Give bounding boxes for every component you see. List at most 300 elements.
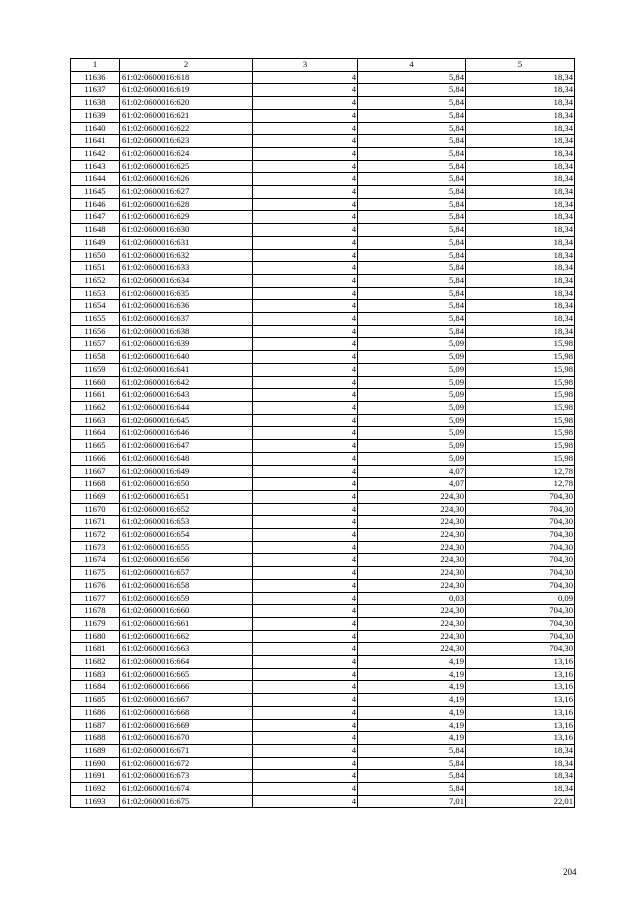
table-cell: 4 xyxy=(253,173,358,186)
table-row xyxy=(71,643,575,656)
table-cell: 15,98 xyxy=(466,452,575,465)
table-cell: 5,84 xyxy=(358,186,466,199)
table-cell: 18,34 xyxy=(466,300,575,313)
table-cell: 15,98 xyxy=(466,389,575,402)
table-row xyxy=(71,706,575,719)
table-cell: 11692 xyxy=(71,783,120,796)
table-cell: 4 xyxy=(253,274,358,287)
table-cell: 5,84 xyxy=(358,770,466,783)
table-cell: 15,98 xyxy=(466,427,575,440)
table-cell: 61:02:0600016:667 xyxy=(120,694,253,707)
table-cell: 61:02:0600016:656 xyxy=(120,554,253,567)
table-cell: 4 xyxy=(253,656,358,669)
table-cell: 4 xyxy=(253,744,358,757)
table-cell: 61:02:0600016:654 xyxy=(120,529,253,542)
table-cell: 4 xyxy=(253,783,358,796)
table-cell: 4 xyxy=(253,617,358,630)
table-cell: 4 xyxy=(253,592,358,605)
table-row xyxy=(71,249,575,262)
table-cell: 224,30 xyxy=(358,554,466,567)
table-row xyxy=(71,694,575,707)
table-cell: 61:02:0600016:633 xyxy=(120,262,253,275)
table-cell: 5,09 xyxy=(358,414,466,427)
table-row xyxy=(71,109,575,122)
table-cell: 224,30 xyxy=(358,503,466,516)
table-cell: 5,84 xyxy=(358,249,466,262)
table-cell: 61:02:0600016:653 xyxy=(120,516,253,529)
table-cell: 4 xyxy=(253,440,358,453)
table-cell: 11683 xyxy=(71,668,120,681)
table-cell: 18,34 xyxy=(466,274,575,287)
table-cell: 61:02:0600016:623 xyxy=(120,135,253,148)
column-header: 1 xyxy=(71,59,120,72)
table-cell: 15,98 xyxy=(466,363,575,376)
table-cell: 18,34 xyxy=(466,757,575,770)
table-cell: 5,84 xyxy=(358,84,466,97)
table-cell: 11636 xyxy=(71,71,120,84)
table-row xyxy=(71,274,575,287)
table-cell: 11642 xyxy=(71,147,120,160)
table-cell: 11688 xyxy=(71,732,120,745)
table-cell: 704,30 xyxy=(466,490,575,503)
table-cell: 224,30 xyxy=(358,541,466,554)
table-cell: 11655 xyxy=(71,313,120,326)
table-cell: 11667 xyxy=(71,465,120,478)
table-cell: 11658 xyxy=(71,351,120,364)
table-cell: 11662 xyxy=(71,401,120,414)
table-cell: 11640 xyxy=(71,122,120,135)
table-cell: 4 xyxy=(253,478,358,491)
table-cell: 11672 xyxy=(71,529,120,542)
table-row xyxy=(71,592,575,605)
header-row xyxy=(71,59,575,72)
table-cell: 4 xyxy=(253,351,358,364)
table-cell: 4 xyxy=(253,541,358,554)
table-row xyxy=(71,376,575,389)
table-cell: 18,34 xyxy=(466,325,575,338)
table-cell: 11653 xyxy=(71,287,120,300)
table-cell: 11666 xyxy=(71,452,120,465)
table-cell: 704,30 xyxy=(466,605,575,618)
table-cell: 704,30 xyxy=(466,554,575,567)
table-row xyxy=(71,579,575,592)
table-cell: 5,84 xyxy=(358,274,466,287)
table-cell: 4 xyxy=(253,211,358,224)
table-cell: 15,98 xyxy=(466,351,575,364)
table-cell: 4 xyxy=(253,427,358,440)
table-cell: 4 xyxy=(253,681,358,694)
table-cell: 704,30 xyxy=(466,567,575,580)
table-cell: 11675 xyxy=(71,567,120,580)
table-cell: 61:02:0600016:651 xyxy=(120,490,253,503)
table-cell: 13,16 xyxy=(466,732,575,745)
table-cell: 11679 xyxy=(71,617,120,630)
table-cell: 11638 xyxy=(71,97,120,110)
page-number: 204 xyxy=(563,867,577,877)
column-header: 3 xyxy=(253,59,358,72)
table-cell: 5,84 xyxy=(358,160,466,173)
table-cell: 4,07 xyxy=(358,478,466,491)
table-cell: 704,30 xyxy=(466,529,575,542)
table-row xyxy=(71,656,575,669)
table-row xyxy=(71,681,575,694)
table-cell: 5,84 xyxy=(358,211,466,224)
table-cell: 11647 xyxy=(71,211,120,224)
table-cell: 18,34 xyxy=(466,236,575,249)
table-cell: 4,19 xyxy=(358,732,466,745)
table-cell: 22,01 xyxy=(466,795,575,808)
table-cell: 4 xyxy=(253,325,358,338)
table-cell: 5,84 xyxy=(358,224,466,237)
table-cell: 11685 xyxy=(71,694,120,707)
table-cell: 11661 xyxy=(71,389,120,402)
table-cell: 18,34 xyxy=(466,147,575,160)
data-table xyxy=(70,58,575,808)
table-cell: 61:02:0600016:652 xyxy=(120,503,253,516)
table-cell: 5,84 xyxy=(358,97,466,110)
table-cell: 15,98 xyxy=(466,338,575,351)
table-cell: 13,16 xyxy=(466,694,575,707)
table-cell: 12,78 xyxy=(466,478,575,491)
table-cell: 61:02:0600016:621 xyxy=(120,109,253,122)
table-row xyxy=(71,224,575,237)
table-cell: 11652 xyxy=(71,274,120,287)
table-cell: 61:02:0600016:655 xyxy=(120,541,253,554)
table-cell: 224,30 xyxy=(358,630,466,643)
table-cell: 224,30 xyxy=(358,617,466,630)
table-cell: 4 xyxy=(253,160,358,173)
table-row xyxy=(71,567,575,580)
table-cell: 11687 xyxy=(71,719,120,732)
table-cell: 5,84 xyxy=(358,109,466,122)
table-cell: 4,19 xyxy=(358,681,466,694)
table-cell: 18,34 xyxy=(466,71,575,84)
table-cell: 61:02:0600016:643 xyxy=(120,389,253,402)
table-cell: 4 xyxy=(253,757,358,770)
table-cell: 11671 xyxy=(71,516,120,529)
table-cell: 224,30 xyxy=(358,567,466,580)
table-cell: 4 xyxy=(253,84,358,97)
table-cell: 18,34 xyxy=(466,249,575,262)
table-row xyxy=(71,401,575,414)
table-cell: 11680 xyxy=(71,630,120,643)
table-cell: 11644 xyxy=(71,173,120,186)
table-cell: 61:02:0600016:626 xyxy=(120,173,253,186)
table-cell: 11657 xyxy=(71,338,120,351)
table-cell: 224,30 xyxy=(358,490,466,503)
table-cell: 4 xyxy=(253,706,358,719)
table-row xyxy=(71,363,575,376)
table-cell: 61:02:0600016:650 xyxy=(120,478,253,491)
table-cell: 4 xyxy=(253,198,358,211)
table-cell: 4 xyxy=(253,668,358,681)
table-cell: 5,84 xyxy=(358,262,466,275)
table-cell: 4 xyxy=(253,122,358,135)
table-cell: 11674 xyxy=(71,554,120,567)
table-cell: 11684 xyxy=(71,681,120,694)
table-cell: 704,30 xyxy=(466,617,575,630)
table-row xyxy=(71,71,575,84)
table-row xyxy=(71,351,575,364)
table-row xyxy=(71,744,575,757)
table-cell: 61:02:0600016:636 xyxy=(120,300,253,313)
table-cell: 61:02:0600016:628 xyxy=(120,198,253,211)
column-header: 5 xyxy=(466,59,575,72)
table-cell: 61:02:0600016:658 xyxy=(120,579,253,592)
table-cell: 5,84 xyxy=(358,783,466,796)
table-cell: 11678 xyxy=(71,605,120,618)
table-cell: 18,34 xyxy=(466,173,575,186)
table-cell: 5,09 xyxy=(358,452,466,465)
table-cell: 61:02:0600016:641 xyxy=(120,363,253,376)
table-cell: 18,34 xyxy=(466,109,575,122)
table-row xyxy=(71,414,575,427)
table-cell: 5,84 xyxy=(358,325,466,338)
table-cell: 61:02:0600016:630 xyxy=(120,224,253,237)
table-cell: 61:02:0600016:668 xyxy=(120,706,253,719)
table-cell: 61:02:0600016:637 xyxy=(120,313,253,326)
table-cell: 18,34 xyxy=(466,122,575,135)
table-cell: 11670 xyxy=(71,503,120,516)
table-cell: 5,09 xyxy=(358,427,466,440)
table-cell: 11645 xyxy=(71,186,120,199)
table-cell: 11639 xyxy=(71,109,120,122)
table-cell: 4 xyxy=(253,643,358,656)
table-cell: 11646 xyxy=(71,198,120,211)
table-cell: 4 xyxy=(253,376,358,389)
table-cell: 61:02:0600016:648 xyxy=(120,452,253,465)
table-cell: 4 xyxy=(253,567,358,580)
table-cell: 18,34 xyxy=(466,160,575,173)
table-cell: 11660 xyxy=(71,376,120,389)
table-cell: 61:02:0600016:662 xyxy=(120,630,253,643)
table-cell: 18,34 xyxy=(466,198,575,211)
table-cell: 11663 xyxy=(71,414,120,427)
table-cell: 4,19 xyxy=(358,668,466,681)
table-cell: 61:02:0600016:634 xyxy=(120,274,253,287)
table-cell: 61:02:0600016:622 xyxy=(120,122,253,135)
table-cell: 5,84 xyxy=(358,198,466,211)
table-row xyxy=(71,135,575,148)
table-cell: 4 xyxy=(253,389,358,402)
table-cell: 5,84 xyxy=(358,147,466,160)
table-cell: 5,09 xyxy=(358,389,466,402)
table-row xyxy=(71,236,575,249)
table-cell: 61:02:0600016:666 xyxy=(120,681,253,694)
table-cell: 61:02:0600016:618 xyxy=(120,71,253,84)
table-cell: 61:02:0600016:672 xyxy=(120,757,253,770)
table-row xyxy=(71,147,575,160)
table-cell: 15,98 xyxy=(466,376,575,389)
table-row xyxy=(71,605,575,618)
table-cell: 18,34 xyxy=(466,84,575,97)
table-cell: 4,19 xyxy=(358,694,466,707)
table-cell: 11691 xyxy=(71,770,120,783)
table-cell: 5,84 xyxy=(358,173,466,186)
table-cell: 4 xyxy=(253,516,358,529)
table-cell: 11693 xyxy=(71,795,120,808)
table-cell: 5,84 xyxy=(358,313,466,326)
table-row xyxy=(71,516,575,529)
table-cell: 7,01 xyxy=(358,795,466,808)
table-cell: 61:02:0600016:619 xyxy=(120,84,253,97)
table-cell: 61:02:0600016:674 xyxy=(120,783,253,796)
table-cell: 61:02:0600016:647 xyxy=(120,440,253,453)
table-cell: 61:02:0600016:659 xyxy=(120,592,253,605)
table-row xyxy=(71,490,575,503)
table-row xyxy=(71,440,575,453)
table-cell: 61:02:0600016:638 xyxy=(120,325,253,338)
table-row xyxy=(71,300,575,313)
table-cell: 11681 xyxy=(71,643,120,656)
table-cell: 4 xyxy=(253,71,358,84)
table-cell: 4 xyxy=(253,236,358,249)
table-cell: 704,30 xyxy=(466,630,575,643)
table-row xyxy=(71,732,575,745)
table-row xyxy=(71,452,575,465)
table-cell: 4 xyxy=(253,490,358,503)
table-cell: 61:02:0600016:646 xyxy=(120,427,253,440)
table-cell: 4 xyxy=(253,554,358,567)
table-cell: 224,30 xyxy=(358,529,466,542)
table-row xyxy=(71,186,575,199)
table-cell: 13,16 xyxy=(466,656,575,669)
table-cell: 704,30 xyxy=(466,516,575,529)
table-row xyxy=(71,160,575,173)
table-cell: 61:02:0600016:664 xyxy=(120,656,253,669)
table-cell: 61:02:0600016:627 xyxy=(120,186,253,199)
table-cell: 18,34 xyxy=(466,287,575,300)
table-cell: 4 xyxy=(253,401,358,414)
table-cell: 224,30 xyxy=(358,579,466,592)
table-row xyxy=(71,97,575,110)
table-cell: 4,19 xyxy=(358,656,466,669)
table-cell: 11656 xyxy=(71,325,120,338)
table-cell: 4 xyxy=(253,109,358,122)
table-cell: 5,84 xyxy=(358,122,466,135)
table-cell: 61:02:0600016:649 xyxy=(120,465,253,478)
table-row xyxy=(71,122,575,135)
table-row xyxy=(71,554,575,567)
table-row xyxy=(71,338,575,351)
table-cell: 4 xyxy=(253,186,358,199)
table-cell: 5,09 xyxy=(358,363,466,376)
table-cell: 704,30 xyxy=(466,503,575,516)
table-cell: 4 xyxy=(253,97,358,110)
table-cell: 11649 xyxy=(71,236,120,249)
table-row xyxy=(71,198,575,211)
table-cell: 4,19 xyxy=(358,719,466,732)
table-cell: 18,34 xyxy=(466,770,575,783)
table-cell: 4 xyxy=(253,719,358,732)
table-cell: 4 xyxy=(253,694,358,707)
table-cell: 0,09 xyxy=(466,592,575,605)
table-cell: 13,16 xyxy=(466,681,575,694)
table-cell: 4 xyxy=(253,452,358,465)
table-cell: 4 xyxy=(253,338,358,351)
table-cell: 11665 xyxy=(71,440,120,453)
table-cell: 11650 xyxy=(71,249,120,262)
table-row xyxy=(71,668,575,681)
table-row xyxy=(71,211,575,224)
table-cell: 4 xyxy=(253,795,358,808)
table-cell: 4 xyxy=(253,503,358,516)
table-cell: 4 xyxy=(253,732,358,745)
table-cell: 4 xyxy=(253,363,358,376)
table-cell: 5,84 xyxy=(358,287,466,300)
table-cell: 5,09 xyxy=(358,351,466,364)
table-cell: 18,34 xyxy=(466,783,575,796)
table-cell: 4 xyxy=(253,313,358,326)
table-row xyxy=(71,287,575,300)
table-cell: 61:02:0600016:632 xyxy=(120,249,253,262)
table-row xyxy=(71,529,575,542)
table-row xyxy=(71,630,575,643)
table-row xyxy=(71,541,575,554)
table-cell: 5,09 xyxy=(358,338,466,351)
table-row xyxy=(71,427,575,440)
table-cell: 4 xyxy=(253,262,358,275)
table-cell: 11689 xyxy=(71,744,120,757)
table-cell: 224,30 xyxy=(358,605,466,618)
table-cell: 5,84 xyxy=(358,757,466,770)
table-cell: 11648 xyxy=(71,224,120,237)
table-cell: 13,16 xyxy=(466,706,575,719)
table-cell: 15,98 xyxy=(466,401,575,414)
table-cell: 12,78 xyxy=(466,465,575,478)
table-cell: 5,09 xyxy=(358,440,466,453)
table-cell: 13,16 xyxy=(466,719,575,732)
table-cell: 11673 xyxy=(71,541,120,554)
table-cell: 704,30 xyxy=(466,541,575,554)
table-row xyxy=(71,325,575,338)
table-cell: 4 xyxy=(253,465,358,478)
table-cell: 5,84 xyxy=(358,135,466,148)
table-row xyxy=(71,465,575,478)
table-row xyxy=(71,478,575,491)
table-cell: 11637 xyxy=(71,84,120,97)
table-row xyxy=(71,757,575,770)
table-cell: 11676 xyxy=(71,579,120,592)
table-cell: 4 xyxy=(253,287,358,300)
table-cell: 11686 xyxy=(71,706,120,719)
table-cell: 18,34 xyxy=(466,224,575,237)
table-cell: 224,30 xyxy=(358,643,466,656)
table-cell: 704,30 xyxy=(466,643,575,656)
table-cell: 4 xyxy=(253,147,358,160)
table-cell: 61:02:0600016:620 xyxy=(120,97,253,110)
table-cell: 4 xyxy=(253,770,358,783)
table-row xyxy=(71,173,575,186)
table-cell: 0,03 xyxy=(358,592,466,605)
column-header: 2 xyxy=(120,59,253,72)
table-cell: 11682 xyxy=(71,656,120,669)
table-cell: 4 xyxy=(253,249,358,262)
table-cell: 61:02:0600016:665 xyxy=(120,668,253,681)
table-cell: 18,34 xyxy=(466,211,575,224)
table-cell: 61:02:0600016:635 xyxy=(120,287,253,300)
table-cell: 4,19 xyxy=(358,706,466,719)
table-cell: 11677 xyxy=(71,592,120,605)
table-cell: 61:02:0600016:675 xyxy=(120,795,253,808)
table-cell: 61:02:0600016:660 xyxy=(120,605,253,618)
table-cell: 11669 xyxy=(71,490,120,503)
table-cell: 61:02:0600016:669 xyxy=(120,719,253,732)
table-cell: 4 xyxy=(253,300,358,313)
table-cell: 4 xyxy=(253,579,358,592)
table-cell: 61:02:0600016:644 xyxy=(120,401,253,414)
table-cell: 5,84 xyxy=(358,71,466,84)
